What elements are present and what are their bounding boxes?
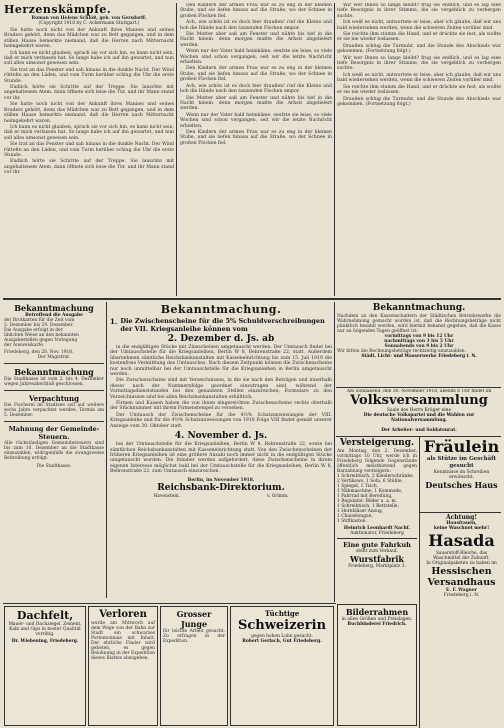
main-notice-title: Bekanntmachung. [160,303,282,316]
main-notice [110,303,332,603]
volksversammlung [337,389,501,427]
column-divider [176,3,177,296]
junge-title: Grosser Junge [176,609,212,629]
main-notice-body-2 [110,442,332,474]
fraeulein-text2: Kenntnisse im Schreiben erwünscht. [433,470,490,480]
junge-text: für leichte Arbeit gesucht. Zu erfragen in der Expedition. [163,629,225,644]
feuilleton-paragraph: Sie hatte noch nicht von der Ankunft ihres Mannes und seines Bruders gehört, denn das Mädchen war zu Bett gegangen, und in dem stillen Hause bemerkte niemand, daß die Herren nach Mitternacht heimgekehrt waren. [4,28,174,50]
dachfelt-ad [4,606,86,726]
right-paragraph: Sie reichte ihm stumm die Hand, und er drückte sie fest, als wollte er sie nie wieder loslassen. [337,84,501,96]
right-notice-signature: Städt. Licht- und Wasserwerke Friedeberg i. N. [361,354,477,359]
hasada-ad [422,514,501,726]
notice-divider [4,421,104,422]
section-divider [420,512,501,513]
feuilleton-subtitle: Roman von Helene Schlöß, geb. von Gersdorff. [31,16,147,21]
volks-topic: Die deutsche Volkspartei und die Wahlen zur Nationalversammlung. [363,413,475,423]
versteigerung-text: Am Montag, den 2. Dezember, vormittags 10 Uhr, werde ich in Friedeberg folgende Gegenstände öffentlich meistbietend gegen Barzahlung versteigern: [337,449,417,474]
middle-paragraph: Den Kindern der armen Frau war es zu eng in der kleinen Stube, und sie liefen hinaus auf die Straße, wo der Schnee in großen Flocken fiel. [180,3,332,19]
right-paragraph: Ich weiß es nicht, antwortete er leise, aber ich glaube, daß wir uns bald wiedersehen werden, wenn die schweren Zeiten vorüber sind. [337,72,501,84]
item-line: 1 Nähmaschine, 1 Kommode, [337,489,403,494]
feuilleton-body [4,28,174,176]
schweizerin-title: Schweizerin [237,618,327,633]
verloren-title: Verloren [99,609,147,620]
right-notice-closing: Wir bitten die Rechnungsbeträge rechtzeitig einzuzahlen. [337,349,466,354]
middle-paragraph: Wenn nur der Vater bald heimkäme, seufzte sie leise, so viele Wochen sind schon vergangen, seit wir die letzte Nachricht erhielten. [180,112,332,129]
volks-intro: Am Sonnabend, den 30. November 1918, abends 8 Uhr findet im [346,389,492,394]
middle-paragraph: Die Mutter aber saß am Fenster und nähte bis tief in die Nacht hinein, denn morgen mußte die Arbeit abgeliefert werden. [180,32,332,48]
middle-paragraph: Wenn nur der Vater bald heimkäme, seufzte sie leise, so viele Wochen sind schon vergangen, seit wir die letzte Nachricht erhielten. [180,49,332,66]
signatory: v. Grimm. [267,493,289,499]
notice-line: der Ausweiskarte. [4,343,45,348]
item-line: 1 Schreibtisch, 1 Bettstelle, [337,504,399,509]
right-paragraph: Draußen schlug die Turmuhr, und die Stunde des Abschieds war gekommen. (Fortsetzung folgt.) [337,96,501,107]
notice-office: Der Magistrat. [37,355,71,360]
notice-line: Die Ausgabe erfolgt in der [4,328,63,333]
column-divider [106,302,107,598]
hasada-owner: E. F. Wagner [446,588,477,593]
column-divider [419,437,420,728]
main-notice-body [110,345,332,429]
body-paragraph: Firmen und Kassen haben die von ihnen eingereichten Zwischenscheine rechts oberhalb der Stücknummer mit ihrem Firmenstempel zu versehen. [110,401,332,412]
item-line: 1 Hornbläser Anzug, [337,509,384,514]
versteigerung-title: Versteigerung. [339,438,415,448]
hasada-shop: Hessischen Versandhaus [427,566,496,588]
hasada-line: Hausfrauen, [446,521,477,526]
item-line: 1 Regulator, Bilder u. a. m. [337,499,398,504]
item-line: 1 Spiegel, 1 Tisch, [337,484,379,489]
bilderrahmen-shop: Buchbinderei Friedrich. [347,622,407,627]
dachfelt-text: Mauer- und Dachziegel, Zement, Kalk und Gips in bester Qualität vorrätig. [8,622,82,637]
item-line: 1 Chaiselongue, [337,514,373,519]
item-date-2: 4. November d. Js. [174,431,268,442]
notice-title: Verpachtung [28,394,80,403]
hasada-intro: Achtung! [446,514,477,521]
feuilleton-right [337,3,501,296]
notice-title: Mahnung der Gemeinde-Steuern. [8,425,100,441]
hasada-product: Hasada [428,531,495,550]
item-line: 1 Stiftkasten. [337,519,367,524]
fraeulein-company: Deutsches Haus [425,480,498,490]
item-heading: Die Zwischenscheine für die 5% Schuldverschreibungen der VII. Kriegsanleihe können vom [120,317,325,333]
hours-line: Sonnabends von 9 bis 2 Uhr [384,344,454,349]
notice-divider [4,390,104,391]
auctioneer: Heinrich Leonhardt Nachf. [343,526,411,531]
middle-paragraph: Den Kindern der armen Frau war es zu eng in der kleinen Stube, und sie liefen hinaus auf die Straße, wo der Schnee in großen Flocken fiel. [180,129,332,146]
auctioneer-note: Auktionator, Friedeberg [350,531,404,536]
body-paragraph: Der Umtausch der Zwischenscheine für die 4½% Schatzanweisungen der VIII. Kriegsanleihe und für die 4½% Schatzanweisungen von 1918 Folge VIII findet gemäß unserer Anzeige vom 30. Oktober statt. [110,412,332,429]
fraeulein-title: Fräulein [423,438,500,456]
section-divider [336,387,501,388]
schweizerin-name: Robert Gerlach, Gut Friedeberg. [242,639,322,644]
column-divider [334,302,335,602]
item-line: 2 Vertikows, 1 Sofa, 6 Stühle, [337,479,403,484]
feuilleton-middle [180,3,332,296]
middle-paragraph: Ach, wie schön ist es doch hier draußen! rief die Kleine und hob die Hände nach den tanzenden Flocken empor. [180,83,332,95]
notice-line: 2. Dezember bis 29. Dezember. [4,323,74,328]
junge-ad [160,606,228,726]
fraeulein-ad [422,438,501,510]
dachfelt-name: Dr. Wiebening, Friedeberg. [11,639,79,644]
notice-line: Ausgabestellen gegen Vorlegung [4,338,78,343]
body-paragraph: bei der Umtauschstelle für die Kriegsanleihen, Berlin W 8, Behrenstraße 22, sowie bei sämtlichen Reichsbankanstalten mit Kasseneinrichtung statt. Von den Zwischenscheinen der früheren Kriegsanleihen ist eine größere Anzahl noch immer nicht in die endgültigen Stücke umgetauscht worden. Die Inhaber werden aufgefordert, diese Zwischenscheine in ihrem eigenen Interesse möglichst bald bei der Umtauschstelle für die Kriegsanleihen, Berlin W 8, Behrenstraße 22, zum Umtausch einzureichen. [110,442,332,475]
feuilleton-paragraph: Endlich hörte sie Schritte auf der Treppe. Sie lauschte mit angehaltenem Atem, dann öffnete sich leise die Tür, und ihr Mann stand vor ihr. [4,85,174,101]
versteigerung [337,438,417,602]
signatory: Havenstein. [153,493,181,499]
fahrkuh-title: Eine gute Fahrkuh [343,541,411,549]
bilderrahmen-ad [337,604,417,726]
verloren-text: wurde am Mittwoch auf dem Wege von der Bahn zur Stadt ein schwarzes Portemonnaie mit Inhalt. Der ehrliche Finder wird gebeten, es gegen Belohnung in der Expedition dieses Blattes abzugeben. [91,621,155,661]
volks-organizer: Der Arbeiter- und Soldatenrat. [381,428,457,433]
authority: Reichsbank-Direktorium. [157,482,285,493]
place-date: Berlin, im November 1918. [187,477,255,483]
feuilleton-paragraph: Sie hatte noch nicht von der Ankunft ihres Mannes und seines Bruders gehört, denn das Mädchen war zu Bett gegangen, und in dem stillen Hause bemerkte niemand, daß die Herren nach Mitternacht heimgekehrt waren. [4,102,174,124]
column-divider [334,3,335,296]
hasada-address: Friedeberg i. N. [443,593,480,598]
schweizerin-intro: Tüchtige [264,609,300,618]
right-paragraph: Wir wer Ihnen so lange bleibt? frug sie endlich, und es lag eine tiefe Besorgnis in ihrer Stimme, die sie vergeblich zu verbergen suchte. [337,3,501,19]
middle-paragraph: Ach, wie schön ist es doch hier draußen! rief die Kleine und hob die Hände nach den tanzenden Flocken empor. [180,20,332,31]
notice-text: Alle rückständigen Gemeindesteuern sind bis zum 10. Dezember an die Stadtkasse einzuzahlen, widrigenfalls die zwangsweise Beitreibung erfolgt. [4,441,104,461]
right-paragraph: Draußen schlug die Turmuhr, und die Stunde des Abschieds war gekommen. (Fortsetzung folgt.) [337,43,501,55]
bilderrahmen-text: in allen Größen und Preislagen. [341,617,413,622]
body-paragraph: Die Zwischenscheine sind mit Verzeichnissen, in die sie nach den Beträgen und innerhalb dieser nach der Nummernfolge geordnet einzutragen sind, während der Vormittagsdienststunden bei den genannten Stellen einzureichen; Formulare zu den Verzeichnissen sind bei allen Reichsbankanstalten erhältlich. [110,378,332,400]
volks-title: Volksversammlung [350,393,488,408]
bekanntmachung-left-body [4,318,104,360]
schweizerin-ad [230,606,334,726]
section-divider [3,603,336,604]
feuilleton-paragraph: Endlich hörte sie Schritte auf der Treppe. Sie lauschte mit angehaltenem Atem, dann öffnete sich leise die Tür, und ihr Mann stand vor ihr. [4,159,174,176]
bekanntmachung-left-subtitle: Betreffend die Ausgabe [25,313,83,318]
bilderrahmen-title: Bilderrahmen [345,607,409,617]
body-paragraph: in die endgültigen Stücke mit Zinsscheinen umgetauscht werden. Der Umtausch findet bei der Umtauschstelle für die Kriegsanleihen, Berlin W 8, Behrenstraße 22, statt. Außerdem übernehmen sämtliche Reichsbankanstalten mit Kasseneinrichtung bis zum 15. Juli 1919 die kostenfreie Vermittlung des Umtausches. Nach diesem Zeitpunkt können die Zwischenscheine nur noch unmittelbar bei der Umtauschstelle für die Kriegsanleihen in Berlin umgetauscht werden. [110,345,332,378]
volks-place: Saale des Herrn Krüger eine [386,408,452,413]
left-notices [4,303,104,599]
hasada-desc2: In Originalpaketen zu haben im [426,561,497,566]
feuilleton-paragraph: Sie trat an das Fenster und sah hinaus in die dunkle Nacht. Der Wind rüttelte an den Läden, und vom Turm herüber schlug die Uhr die erste Stunde. [4,67,174,84]
notice-text: Die Fischerei im Stadtsee soll auf weitere sechs Jahre verpachtet werden. Termin am 5. Dezember. [4,403,104,418]
divider [337,538,417,539]
feuilleton-paragraph: Ich kann es nicht glauben, sprach sie vor sich hin, es kann nicht sein, daß er mich verlassen hat. So lange habe ich auf ihn gewartet, und nun soll alles umsonst gewesen sein. [4,124,174,141]
versteigerung-items [337,474,417,524]
item-number: 1. [110,317,118,326]
feuilleton-paragraph: Sie trat an das Fenster und sah hinaus in die dunkle Nacht. Der Wind rüttelte an den Läden, und vom Turm herüber schlug die Uhr die erste Stunde. [4,142,174,158]
right-paragraph: Sie reichte ihm stumm die Hand, und er drückte sie fest, als wollte er sie nie wieder loslassen. [337,32,501,43]
feuilleton-title: Herzenskämpfe. [4,3,112,16]
main-notice-item1 [110,317,332,333]
dachfelt-title: Dachfelt, [16,609,74,622]
hasada-desc: Sauerstoff-Bleiche, das Waschmittel der Zukunft. [433,551,490,561]
notice-footer: Die Stadtkasse. [36,464,72,469]
signatories [110,494,332,499]
notice-line: der Brotkarten für die Zeit vom [4,318,75,323]
right-notice [337,303,501,385]
right-paragraph: Ich weiß es nicht, antwortete er leise, aber ich glaube, daß wir uns bald wiedersehen werden, wenn die schweren Zeiten vorüber sind. [337,20,501,31]
item-date: 2. Dezember d. Js. ab [167,334,275,344]
item-line: 1 Fahrrad mit Bereifung, [337,494,393,499]
notice-text: Die Stadtkasse ist vom 2. bis 4. Dezember wegen Jahresabschluß geschlossen. [4,377,104,387]
hours-line: vormittags von 9 bis 12 Uhr [384,334,454,339]
wurstfabrik-text: Friedeberg, Marktplatz 3. [348,564,406,569]
middle-paragraph: Den Kindern der armen Frau war es zu eng in der kleinen Stube, und sie liefen hinaus auf die Straße, wo der Schnee in großen Flocken fiel. [180,66,332,83]
notice-signature: Friedeberg, den 28. Nov. 1918. [4,350,74,355]
fraeulein-text: als Stütze im Geschäft gesucht [426,456,497,469]
bekanntmachung-left-title: Bekanntmachung [14,303,94,313]
right-notice-title: Bekanntmachung. [372,303,466,313]
feuilleton-copyright: (Copyright 1918 by C. Ackermann-Stuttgart.) [38,21,140,26]
wurstfabrik-title: Wurstfabrik [350,554,404,564]
right-notice-text: Nachdem an den Kassenschaltern der Städtischen Betriebswerke die Wahrnehmung gemacht worden ist, daß die Rechnungsbeträge nicht pünktlich bezahlt werden, wird hiermit bekannt gegeben, daß die Kasse nur an folgenden Tagen geöffnet ist: [337,314,501,334]
notice-line: üblichen Weise an den bekannten [4,333,79,338]
hours [337,334,501,349]
item-line: 1 Schreibtisch, 2 Kleiderschränke, [337,474,415,479]
feuilleton-paragraph: Ich kann es nicht glauben, sprach sie vor sich hin, es kann nicht sein, daß er mich verlassen hat. So lange habe ich auf ihn gewartet, und nun soll alles umsonst gewesen sein. [4,50,174,67]
middle-paragraph: Die Mutter aber saß am Fenster und nähte bis tief in die Nacht hinein, denn morgen mußte die Arbeit abgeliefert werden. [180,95,332,112]
hours-line: nachmittags von 3 bis 5 Uhr [384,339,454,344]
notice-title: Bekanntmachung [14,367,94,377]
fahrkuh-text: steht zum Verkauf. [356,549,398,554]
verloren-ad [88,606,158,726]
feuilleton-left [4,3,174,296]
schweizerin-text: gegen hohen Lohn gesucht. [251,634,313,639]
right-paragraph: Wir wer Ihnen so lange bleibt? frug sie endlich, und es lag eine tiefe Besorgnis in ihrer Stimme, die sie vergeblich zu verbergen suchte. [337,55,501,72]
notice-divider [4,363,104,364]
hasada-line: keine Waschnot mehr! [433,526,490,531]
section-divider [3,298,501,300]
